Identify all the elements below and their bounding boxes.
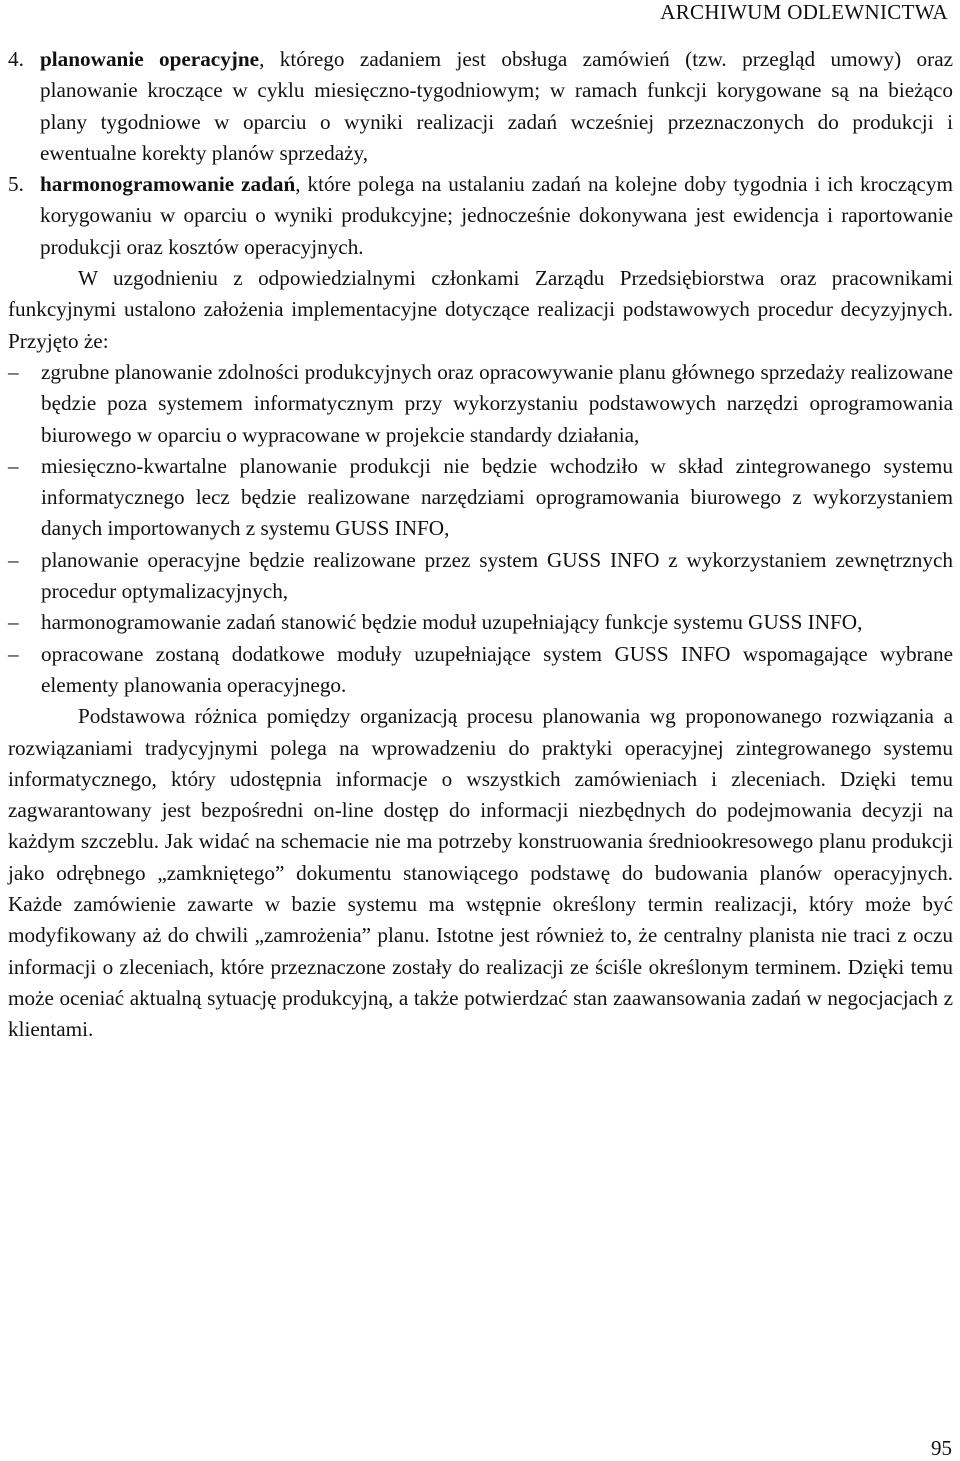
page-body bbox=[8, 44, 953, 1046]
list-item-4 bbox=[8, 44, 953, 169]
dash-marker: – bbox=[8, 547, 19, 572]
assumptions-list bbox=[8, 357, 953, 701]
assumption-item bbox=[8, 357, 953, 451]
item-number: 5. bbox=[8, 172, 24, 197]
item-text: , którego zadaniem jest obsługa zamówień (tzw. przegląd umowy) oraz planowanie kroczące w cyklu miesięczno-tygodniowym; w ramach funkcji korygowane są na bieżąco plany tygodniowe w oparciu o wyniki realizacji zadań wcześniej przeznaczonych do produkcji i ewentualne korekty planów sprzedaży, bbox=[40, 47, 953, 165]
paragraph-main-difference: Podstawowa różnica pomiędzy organizacją procesu planowania wg proponowanego rozwiązania a rozwiązaniami tradycyjnymi polega na wprowadzeniu do praktyki operacyjnej zintegrowanego systemu informatycznego, który udostępnia informacje o wszystkich zamówieniach i zleceniach. Dzięki temu zagwarantowany jest bezpośredni on-line dostęp do informacji niezbędnych do podejmowania decyzji na każdym szczeblu. Jak widać na schemacie nie ma potrzeby konstruowania średniookresowego planu produkcji jako odrębnego „zamkniętego” dokumentu stanowiącego podstawę do budowania planów operacyjnych. Każde zamówienie zawarte w bazie systemu ma wstępnie określony termin realizacji, który może być modyfikowany aż do chwili „zamrożenia” planu. Istotne jest również to, że centralny planista nie traci z oczu informacji o zleceniach, które przeznaczone zostały do realizacji ze ściśle określonym terminem. Dzięki temu może oceniać aktualną sytuację produkcyjną, a także potwierdzać stan zaawansowania zadań w negocjacjach z klientami. bbox=[8, 704, 953, 1042]
item-text: , które polega na ustalaniu zadań na kolejne doby tygodnia i ich kroczącym korygowaniu w oparciu o wyniki produkcyjne; jednocześnie dokonywana jest ewidencja i raportowanie produkcji oraz kosztów operacyjnych. bbox=[40, 172, 953, 259]
assumption-text: miesięczno-kwartalne planowanie produkcji nie będzie wchodziło w skład zintegrowanego systemu informatycznego lecz będzie realizowane narzędziami oprogramowania biurowego z wykorzystaniem danych importowanych z systemu GUSS INFO, bbox=[41, 453, 953, 541]
list-item-5 bbox=[8, 169, 953, 263]
dash-marker: – bbox=[8, 641, 19, 666]
dash-marker: – bbox=[8, 610, 19, 635]
dash-marker: – bbox=[8, 453, 19, 478]
page-number: 95 bbox=[931, 1436, 952, 1460]
assumption-item bbox=[8, 607, 953, 638]
item-term: harmonogramowanie zadań bbox=[40, 172, 296, 197]
assumption-item bbox=[8, 639, 953, 702]
assumption-text: opracowane zostaną dodatkowe moduły uzupełniające system GUSS INFO wspomagające wybrane elementy planowania operacyjnego. bbox=[41, 641, 953, 697]
assumption-item bbox=[8, 451, 953, 545]
assumption-text: zgrubne planowanie zdolności produkcyjnych oraz opracowywanie planu głównego sprzedaży realizowane będzie poza systemem informatycznym przy wykorzystaniu podstawowych narzędzi oprogramowania biurowego w oparciu o wypracowane w projekcie standardy działania, bbox=[41, 359, 953, 447]
assumption-text: planowanie operacyjne będzie realizowane przez system GUSS INFO z wykorzystaniem zewnętrznych procedur optymalizacyjnych, bbox=[41, 547, 953, 604]
item-number: 4. bbox=[8, 47, 24, 71]
running-header: ARCHIWUM ODLEWNICTWA bbox=[660, 0, 948, 24]
dash-marker: – bbox=[8, 359, 19, 384]
paragraph-assumptions: W uzgodnieniu z odpowiedzialnymi członkami Zarządu Przedsiębiorstwa oraz pracownikami funkcyjnymi ustalono założenia implementacyjne dotyczące realizacji podstawowych procedur decyzyjnych. Przyjęto że: bbox=[8, 266, 953, 353]
assumption-text: harmonogramowanie zadań stanowić będzie moduł uzupełniający funkcje systemu GUSS INFO, bbox=[41, 610, 863, 635]
assumption-item bbox=[8, 545, 953, 608]
item-term: planowanie operacyjne bbox=[40, 47, 260, 71]
